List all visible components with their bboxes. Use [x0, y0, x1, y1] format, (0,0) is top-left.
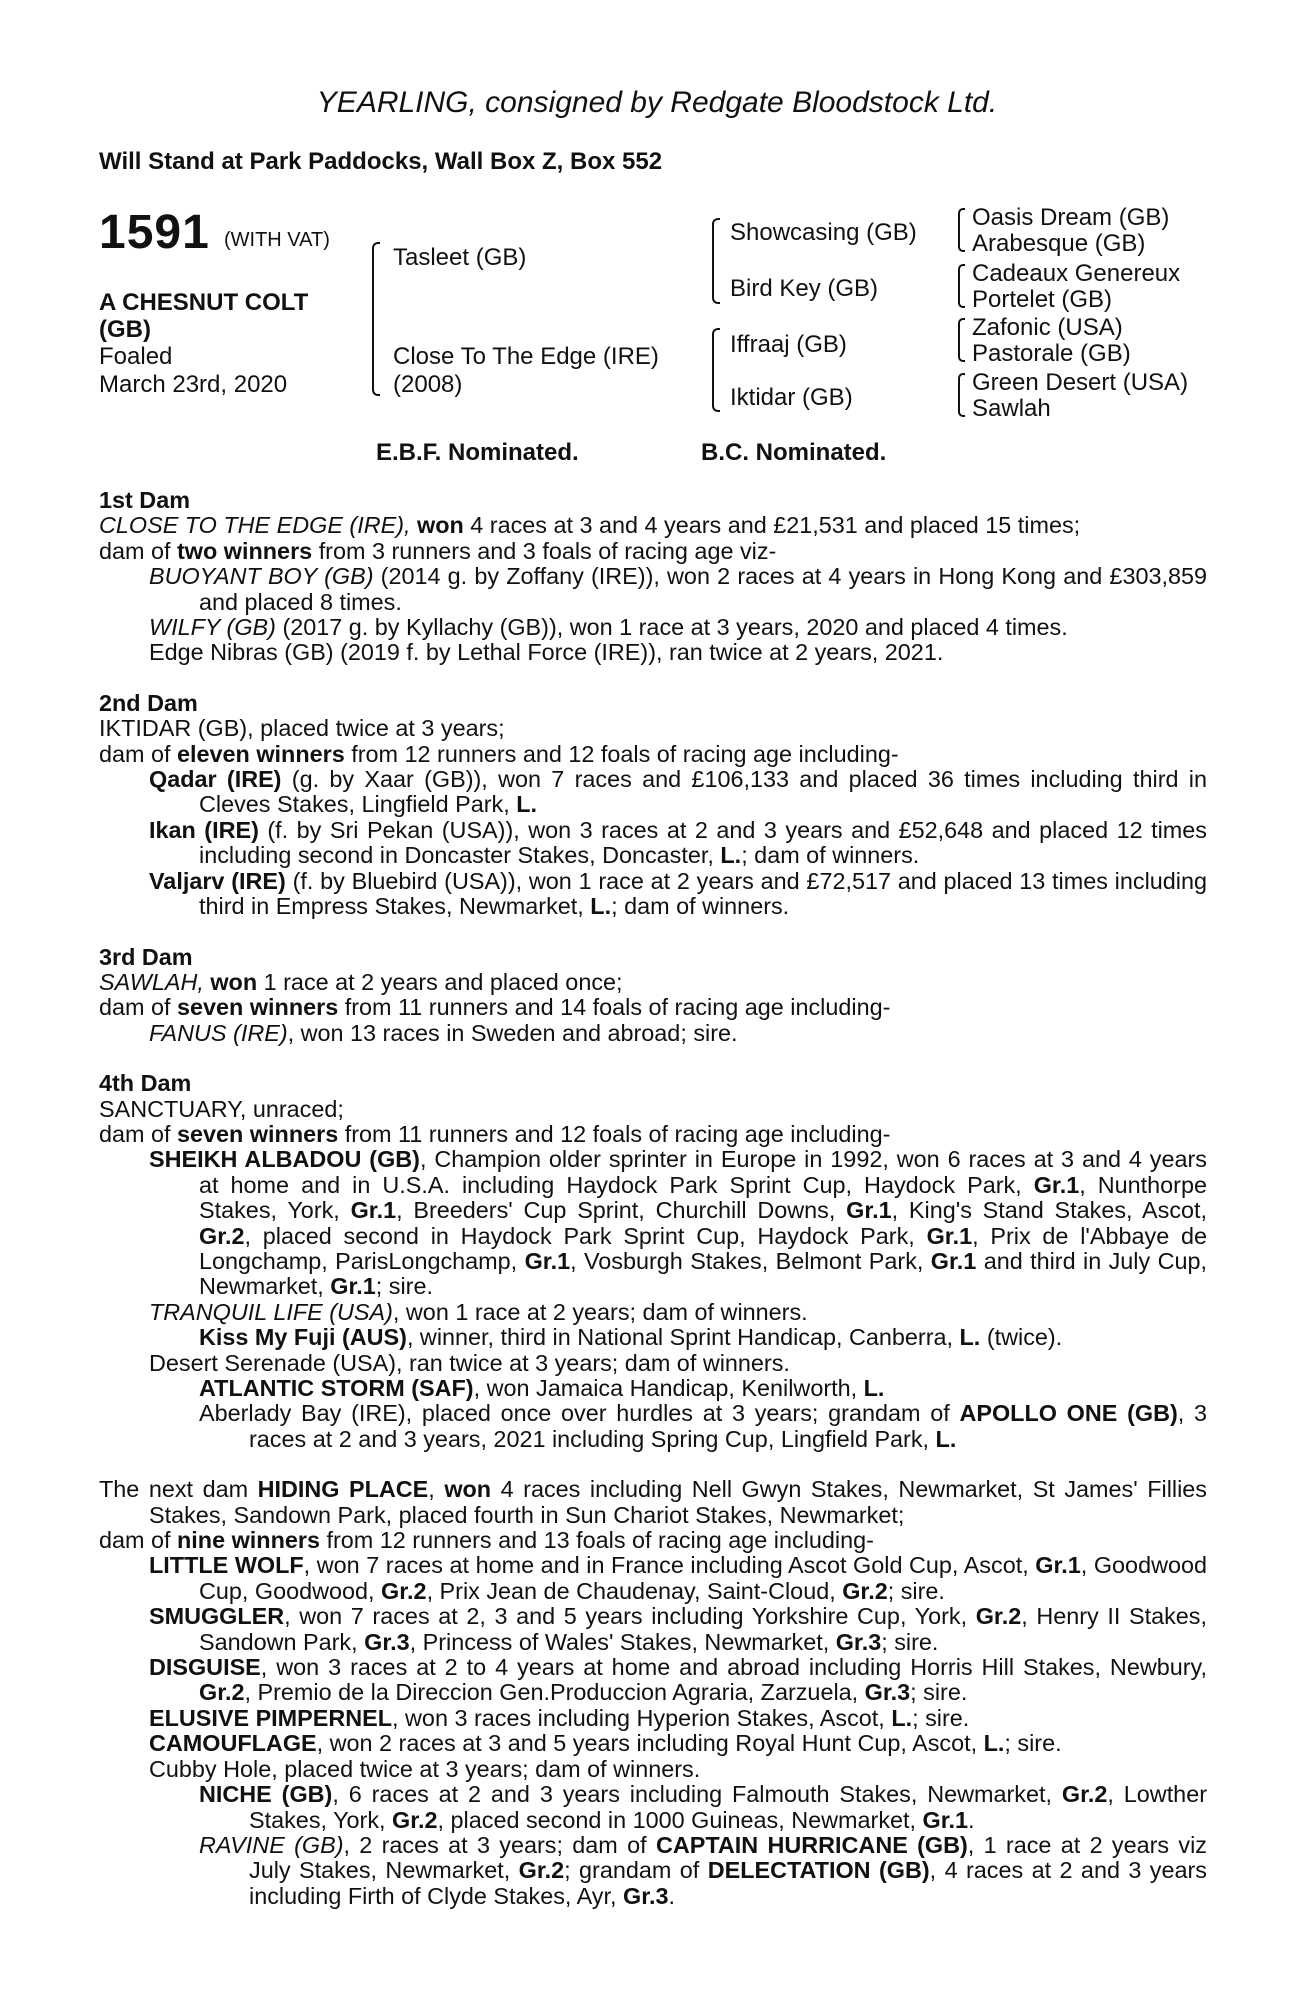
next-dam-line: The next dam HIDING PLACE, won 4 races including Nell Gwyn Stakes, Newmarket, St James' Fillies Stakes, Sandown Park, placed fourth in Sun Chariot Stakes, Newmarket;: [99, 1476, 1207, 1528]
pedigree-brace-g3-1: [958, 208, 965, 252]
pedigree-gen3-2: Arabesque (GB): [972, 230, 1146, 257]
pedigree-gen2-4: Iktidar (GB): [730, 384, 853, 411]
produce-entry: SHEIKH ALBADOU (GB), Champion older sprinter in Europe in 1992, won 6 races at 3 and 4 years at home and in U.S.A. including Haydock Park Sprint Cup, Haydock Park, Gr.1, Nunthorpe Stakes, York, Gr.1, Breeders' Cup Sprint, Churchill Downs, Gr.1, King's Stand Stakes, Ascot, Gr.2, placed second in Haydock Park Sprint Cup, Haydock Park, Gr.1, Prix de l'Abbaye de Longchamp, ParisLongchamp, Gr.1, Vosburgh Stakes, Belmont Park, Gr.1 and third in July Cup, Newmarket, Gr.1; sire.: [149, 1146, 1208, 1300]
produce-entry: ATLANTIC STORM (SAF), won Jamaica Handicap, Kenilworth, L.: [199, 1375, 885, 1401]
second-dam-produce-line: dam of eleven winners from 12 runners and 12 foals of racing age including-: [99, 740, 899, 767]
pedigree-gen2-3: Iffraaj (GB): [730, 331, 847, 358]
produce-entry: SMUGGLER, won 7 races at 2, 3 and 5 years including Yorkshire Cup, York, Gr.2, Henry II Stakes, Sandown Park, Gr.3, Princess of Wales' Stakes, Newmarket, Gr.3; sire.: [149, 1603, 1207, 1655]
produce-entry: WILFY (GB) (2017 g. by Kyllachy (GB)), won 1 race at 3 years, 2020 and placed 4 times.: [149, 614, 1068, 641]
first-dam-produce-line: dam of two winners from 3 runners and 3 foals of racing age viz-: [99, 537, 777, 564]
pedigree-gen2-2: Bird Key (GB): [730, 275, 879, 302]
pedigree-gen3-7: Green Desert (USA): [972, 369, 1189, 396]
pedigree-sire: Tasleet (GB): [393, 244, 527, 271]
produce-entry: CAMOUFLAGE, won 2 races at 3 and 5 years including Royal Hunt Cup, Ascot, L.; sire.: [149, 1730, 1062, 1757]
third-dam-heading: 3rd Dam: [99, 943, 193, 970]
third-dam-line: SAWLAH, won 1 race at 2 years and placed once;: [99, 968, 623, 995]
lot-number: 1591: [99, 206, 210, 259]
produce-entry: Edge Nibras (GB) (2019 f. by Lethal Force (IRE)), ran twice at 2 years, 2021.: [149, 639, 944, 666]
stand-location: Will Stand at Park Paddocks, Wall Box Z, Box 552: [99, 148, 663, 175]
produce-entry: Kiss My Fuji (AUS), winner, third in National Sprint Handicap, Canberra, L. (twice).: [199, 1324, 1063, 1351]
pedigree-brace-gen1: [372, 242, 380, 396]
catalogue-title: YEARLING, consigned by Redgate Bloodstock Ltd.: [316, 86, 998, 119]
pedigree-brace-g3-4: [958, 373, 965, 417]
second-dam-line: IKTIDAR (GB), placed twice at 3 years;: [99, 715, 505, 742]
foaled-label: Foaled: [99, 343, 173, 370]
pedigree-brace-g3-2: [958, 264, 965, 308]
pedigree-dam-year: (2008): [393, 371, 463, 398]
lot-country: (GB): [99, 316, 151, 343]
dam-lines: [99, 488, 1207, 1909]
fourth-dam-produce-line: dam of seven winners from 11 runners and 12 foals of racing age including-: [99, 1120, 891, 1147]
produce-entry: DISGUISE, won 3 races at 2 to 4 years at home and abroad including Horris Hill Stakes, Newbury, Gr.2, Premio de la Direccion Gen.Produccion Agraria, Zarzuela, Gr.3; sire.: [149, 1654, 1207, 1706]
produce-entry: Cubby Hole, placed twice at 3 years; dam of winners.: [149, 1755, 701, 1782]
first-dam-heading: 1st Dam: [99, 487, 191, 513]
produce-entry: Ikan (IRE) (f. by Sri Pekan (USA)), won 3 races at 2 and 3 years and £52,648 and placed 12 times including second in Doncaster Stakes, Doncaster, L.; dam of winners.: [149, 816, 1207, 869]
pedigree-dam: Close To The Edge (IRE): [393, 343, 659, 370]
pedigree-gen3-8: Sawlah: [972, 395, 1051, 422]
bc-nominated: B.C. Nominated.: [701, 439, 887, 466]
ebf-nominated: E.B.F. Nominated.: [376, 439, 579, 466]
pedigree-gen3-6: Pastorale (GB): [972, 340, 1131, 367]
third-dam-produce-line: dam of seven winners from 11 runners and 14 foals of racing age including-: [99, 994, 891, 1021]
pedigree-gen3-5: Zafonic (USA): [972, 314, 1123, 341]
produce-entry: NICHE (GB), 6 races at 2 and 3 years including Falmouth Stakes, Newmarket, Gr.2, Lowther Stakes, York, Gr.2, placed second in 1000 Guineas, Newmarket, Gr.1.: [199, 1781, 1207, 1833]
produce-entry: Qadar (IRE) (g. by Xaar (GB)), won 7 races and £106,133 and placed 36 times including third in Cleves Stakes, Lingfield Park, L.: [149, 766, 1208, 818]
first-dam-line: CLOSE TO THE EDGE (IRE), won 4 races at 3 and 4 years and £21,531 and placed 15 times;: [99, 512, 1081, 539]
produce-entry: RAVINE (GB), 2 races at 3 years; dam of CAPTAIN HURRICANE (GB), 1 race at 2 years viz July Stakes, Newmarket, Gr.2; grandam of DELECTATION (GB), 4 races at 2 and 3 years including Firth of Clyde Stakes, Ayr, Gr.3.: [199, 1831, 1207, 1909]
produce-entry: BUOYANT BOY (GB) (2014 g. by Zoffany (IRE)), won 2 races at 4 years in Hong Kong and £303,859 and placed 8 times.: [149, 563, 1207, 615]
fourth-dam-line: SANCTUARY, unraced;: [99, 1095, 344, 1122]
vat-label: (WITH VAT): [224, 229, 330, 251]
lot-description: A CHESNUT COLT: [99, 289, 309, 316]
next-dam-produce-line: dam of nine winners from 12 runners and 13 foals of racing age including-: [99, 1527, 874, 1554]
produce-entry: Desert Serenade (USA), ran twice at 3 years; dam of winners.: [149, 1349, 790, 1376]
pedigree-brace-dam: [712, 328, 720, 412]
pedigree-brace-sire: [712, 218, 720, 304]
pedigree-gen3-4: Portelet (GB): [972, 286, 1113, 313]
pedigree-gen3-3: Cadeaux Genereux: [972, 260, 1181, 287]
produce-entry: LITTLE WOLF, won 7 races at home and in France including Ascot Gold Cup, Ascot, Gr.1, Goodwood Cup, Goodwood, Gr.2, Prix Jean de Chaudenay, Saint-Cloud, Gr.2; sire.: [149, 1552, 1207, 1604]
pedigree-brace-g3-3: [958, 318, 965, 362]
pedigree-gen2-1: Showcasing (GB): [730, 219, 917, 246]
foaled-date: March 23rd, 2020: [99, 371, 288, 398]
fourth-dam-heading: 4th Dam: [99, 1070, 192, 1097]
pedigree-gen3-1: Oasis Dream (GB): [972, 204, 1170, 231]
second-dam-heading: 2nd Dam: [99, 689, 198, 716]
produce-entry: Aberlady Bay (IRE), placed once over hurdles at 3 years; grandam of APOLLO ONE (GB), 3 races at 2 and 3 years, 2021 including Spring Cup, Lingfield Park, L.: [199, 1400, 1208, 1452]
produce-entry: Valjarv (IRE) (f. by Bluebird (USA)), won 1 race at 2 years and £72,517 and placed 13 times including third in Empress Stakes, Newmarket, L.; dam of winners.: [149, 867, 1207, 920]
produce-entry: FANUS (IRE), won 13 races in Sweden and abroad; sire.: [149, 1019, 738, 1046]
produce-entry: ELUSIVE PIMPERNEL, won 3 races including Hyperion Stakes, Ascot, L.; sire.: [149, 1704, 970, 1731]
produce-entry: TRANQUIL LIFE (USA), won 1 race at 2 years; dam of winners.: [149, 1298, 808, 1325]
